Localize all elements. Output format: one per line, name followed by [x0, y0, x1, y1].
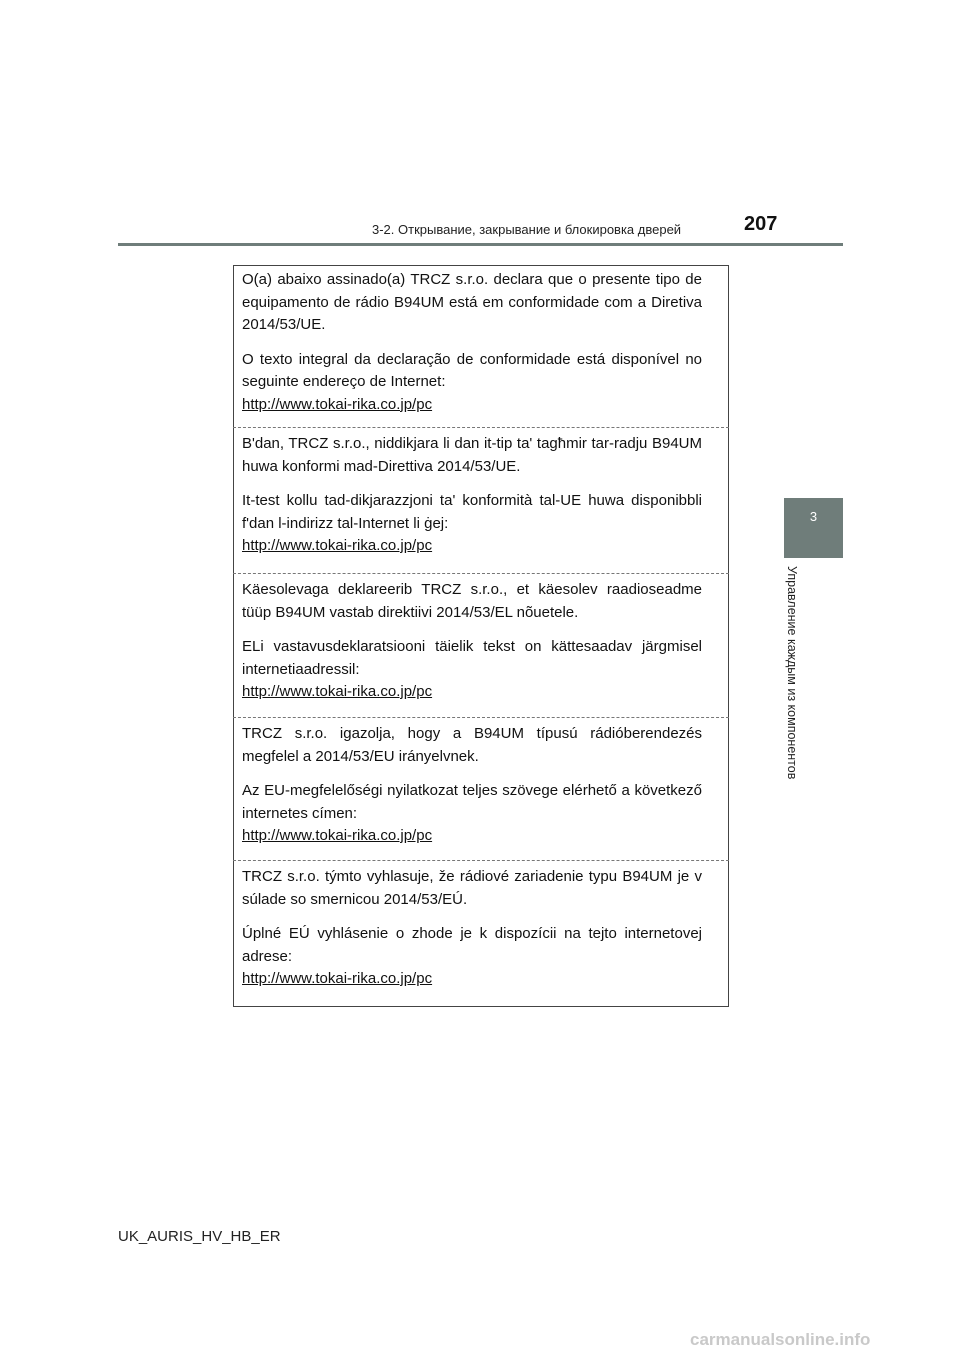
- declaration-url-link[interactable]: http://www.tokai-rika.co.jp/pc: [242, 827, 433, 844]
- declaration-maltese: [233, 428, 729, 574]
- declaration-url-link[interactable]: http://www.tokai-rika.co.jp/pc: [242, 683, 433, 700]
- declaration-url-link[interactable]: http://www.tokai-rika.co.jp/pc: [242, 395, 433, 413]
- chapter-number: 3: [809, 509, 818, 524]
- declaration-hungarian: [233, 718, 729, 861]
- declaration-availability: It-test kollu tad-dikjarazzjoni ta' konformità tal-UE huwa disponibbli f'dan l-indirizz tal-Internet li ġej:: [242, 492, 702, 532]
- chapter-tab[interactable]: [784, 498, 843, 558]
- declaration-availability: Az EU-megfelelőségi nyilatkozat teljes szövege elérhető a következő internetes címen:: [242, 782, 702, 822]
- declaration-estonian: [233, 574, 729, 718]
- chapter-title-vertical: Управление каждым из компонентов: [785, 566, 799, 780]
- declaration-url-link[interactable]: http://www.tokai-rika.co.jp/pc: [242, 537, 433, 554]
- declaration-availability: ELi vastavusdeklaratsiooni täielik tekst on kättesaadav järgmisel internetiaadressil:: [242, 638, 702, 678]
- declaration-statement: Käesolevaga deklareerib TRCZ s.r.o., et käesolev raadioseadme tüüp B94UM vastab direktiivi 2014/53/EL nõuetele.: [242, 581, 702, 621]
- watermark: carmanualsonline.info: [690, 1330, 871, 1349]
- declaration-availability: O texto integral da declaração de conformidade está disponível no seguinte endereço de Internet:: [242, 350, 702, 390]
- declaration-statement: TRCZ s.r.o. igazolja, hogy a B94UM típusú rádióberendezés megfelel a 2014/53/EU irányelvnek.: [242, 725, 702, 765]
- declaration-portuguese: [233, 266, 729, 428]
- header-divider: [118, 243, 843, 246]
- section-title: 3-2. Открывание, закрывание и блокировка дверей: [372, 222, 682, 237]
- declaration-url-link[interactable]: http://www.tokai-rika.co.jp/pc: [242, 970, 433, 987]
- page-number: 207: [744, 213, 778, 235]
- document-code: UK_AURIS_HV_HB_ER: [118, 1228, 281, 1245]
- declaration-statement: O(a) abaixo assinado(a) TRCZ s.r.o. declara que o presente tipo de equipamento de rádio B94UM está em conformidade com a Diretiva 2014/53/UE.: [242, 271, 702, 333]
- declaration-statement: TRCZ s.r.o. týmto vyhlasuje, že rádiové zariadenie typu B94UM je v súlade so smernicou 2014/53/EÚ.: [242, 868, 702, 908]
- declaration-availability: Úplné EÚ vyhlásenie o zhode je k dispozícii na tejto internetovej adrese:: [242, 925, 702, 965]
- declaration-statement: B'dan, TRCZ s.r.o., niddikjara li dan it-tip ta' tagħmir tar-radju B94UM huwa konformi mad-Direttiva 2014/53/UE.: [242, 435, 702, 475]
- declaration-slovak: [233, 861, 729, 1007]
